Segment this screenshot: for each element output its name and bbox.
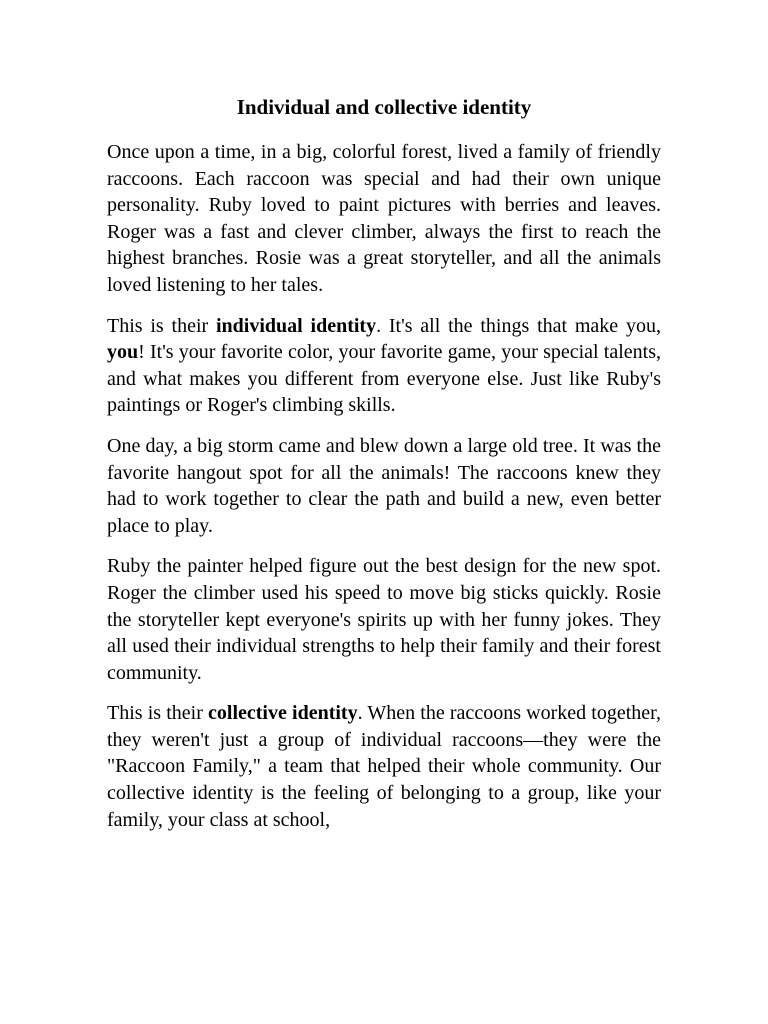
bold-term-collective-identity: collective identity <box>208 702 358 725</box>
paragraph-collective-identity <box>107 700 661 833</box>
text-run: This is their <box>107 314 216 337</box>
text-run: . When the raccoons worked together, they weren't just a group of individual raccoons—they were the "Raccoon Family," a team that helped their whole community. Our collective identity is the feeling of belonging to a group, like your family, your class at school, <box>107 702 661 831</box>
text-run: . It's all the things that make you, <box>376 314 661 337</box>
document-title: Individual and collective identity <box>236 95 532 119</box>
text-run: This is their <box>107 702 209 725</box>
paragraph-intro: Once upon a time, in a big, colorful forest, lived a family of friendly raccoons. Each raccoon was special and had their own unique personality. Ruby loved to paint pictures with berries and leaves. Roger was a fast and clever climber, always the first to reach the highest branches. Rosie was a great storyteller, and all the animals loved listening to her tales. <box>107 141 661 296</box>
paragraph-individual-identity <box>107 313 661 419</box>
bold-term-individual-identity: individual identity <box>215 314 377 337</box>
document-page <box>107 93 661 847</box>
bold-term-you: you <box>107 341 139 364</box>
paragraph-storm: One day, a big storm came and blew down a large old tree. It was the favorite hangout spot for all the animals! The raccoons knew they had to work together to clear the path and build a new, even better place to play. <box>107 434 661 537</box>
text-run: ! It's your favorite color, your favorite game, your special talents, and what makes you different from everyone else. Just like Ruby's paintings or Roger's climbing skills. <box>107 341 661 417</box>
paragraph-teamwork: Ruby the painter helped figure out the best design for the new spot. Roger the climber used his speed to move big sticks quickly. Rosie the storyteller kept everyone's spirits up with her funny jokes. They all used their individual strengths to help their family and their forest community. <box>107 555 661 684</box>
